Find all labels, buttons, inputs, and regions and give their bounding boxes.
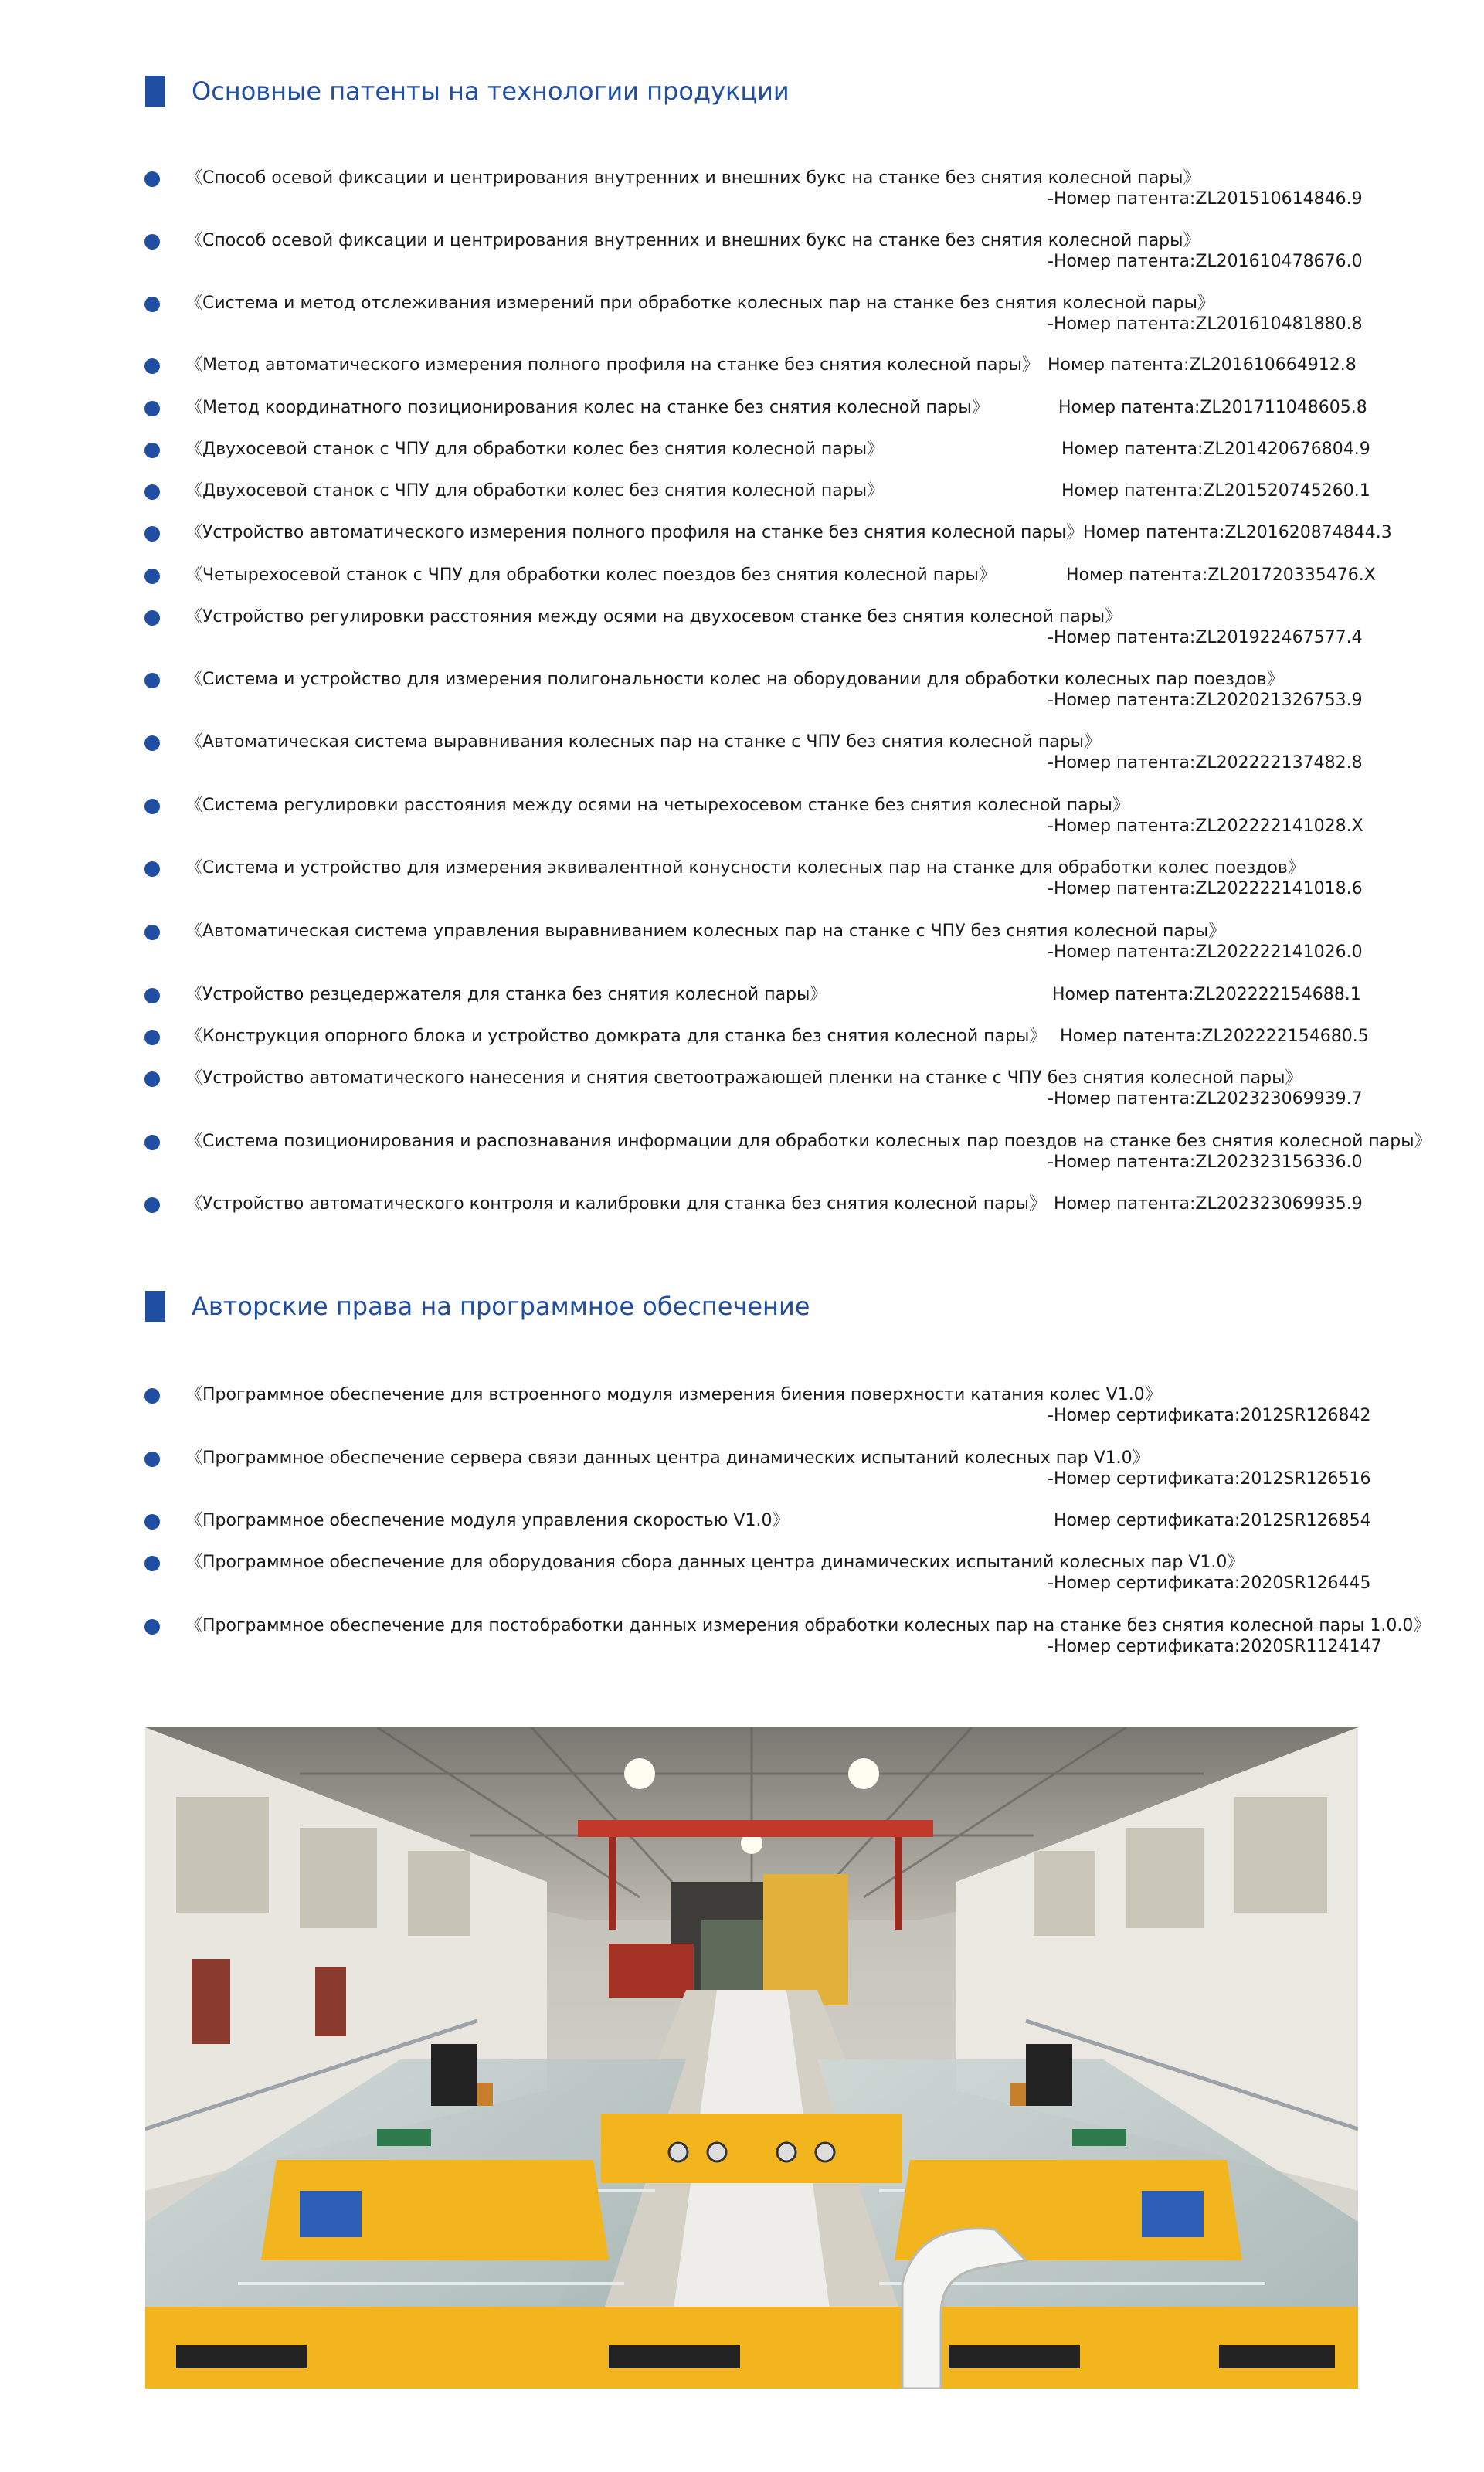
bullet-dot-icon [144, 1388, 160, 1404]
patent-title: 《Способ осевой фиксации и центрирования внутренних и внешних букс на станке без снятия колесной пары》 [185, 168, 1200, 188]
bullet-dot-icon [144, 1556, 160, 1571]
patent-number: Номер патента:ZL201711048605.8 [1058, 398, 1367, 417]
software-section-header [145, 1291, 810, 1322]
patents-section-title: Основные патенты на технологии продукции [192, 76, 790, 106]
patent-number: Номер патента:ZL202222154680.5 [1060, 1027, 1369, 1046]
patent-number: -Номер патента:ZL201610481880.8 [1048, 314, 1363, 334]
patent-title: 《Устройство резцедержателя для станка без снятия колесной пары》 [185, 985, 827, 1004]
patent-number: Номер патента:ZL201610664912.8 [1048, 355, 1357, 375]
patent-title: 《Двухосевой станок с ЧПУ для обработки колес без снятия колесной пары》 [185, 481, 885, 501]
bullet-dot-icon [144, 234, 160, 250]
bullet-dot-icon [144, 1135, 160, 1150]
patent-number: Номер патента:ZL201620874844.3 [1083, 523, 1392, 542]
patent-number: Номер патента:ZL201520745260.1 [1061, 481, 1370, 501]
bullet-dot-icon [144, 1452, 160, 1467]
bullet-dot-icon [144, 1514, 160, 1530]
software-title: 《Программное обеспечение сервера связи данных центра динамических испытаний колесных пар V1.0》 [185, 1448, 1150, 1468]
software-title: 《Программное обеспечение для оборудования сбора данных центра динамических испытаний колесных пар V1.0》 [185, 1553, 1245, 1572]
bullet-dot-icon [144, 358, 160, 374]
patent-title: 《Конструкция опорного блока и устройство домкрата для станка без снятия колесной пары》 [185, 1027, 1047, 1046]
patent-title: 《Устройство автоматического контроля и калибровки для станка без снятия колесной пары》 [185, 1194, 1046, 1214]
patent-number: Номер патента:ZL201420676804.9 [1061, 440, 1370, 459]
bullet-dot-icon [144, 988, 160, 1003]
certificate-number: Номер сертификата:2012SR126854 [1054, 1511, 1371, 1530]
patent-number: -Номер патента:ZL201610478676.0 [1048, 252, 1363, 271]
bullet-dot-icon [144, 925, 160, 940]
bullet-dot-icon [144, 861, 160, 877]
patent-number: -Номер патента:ZL202222141026.0 [1048, 942, 1363, 962]
patent-number: Номер патента:ZL202222154688.1 [1052, 985, 1361, 1004]
bullet-dot-icon [144, 673, 160, 688]
workshop-photo [145, 1727, 1358, 2389]
bullet-dot-icon [144, 1030, 160, 1045]
bullet-dot-icon [144, 1619, 160, 1635]
patent-title: 《Устройство автоматического измерения полного профиля на станке без снятия колесной пары》 [185, 523, 1084, 542]
certificate-number: -Номер сертификата:2020SR126445 [1048, 1574, 1371, 1593]
bullet-dot-icon [144, 569, 160, 584]
bullet-dot-icon [144, 799, 160, 814]
patent-number: -Номер патента:ZL201510614846.9 [1048, 189, 1363, 209]
bullet-dot-icon [144, 443, 160, 458]
software-title: 《Программное обеспечение модуля управления скоростью V1.0》 [185, 1511, 790, 1530]
bullet-dot-icon [144, 735, 160, 751]
certificate-number: -Номер сертификата:2012SR126842 [1048, 1406, 1371, 1425]
patent-title: 《Устройство автоматического нанесения и снятия светоотражающей пленки на станке с ЧПУ без снятия колесной пары》 [185, 1068, 1302, 1088]
patent-number: -Номер патента:ZL202222141018.6 [1048, 879, 1363, 898]
patent-title: 《Способ осевой фиксации и центрирования внутренних и внешних букс на станке без снятия колесной пары》 [185, 231, 1200, 250]
patent-number: Номер патента:ZL201720335476.X [1066, 565, 1376, 585]
patent-title: 《Метод автоматического измерения полного профиля на станке без снятия колесной пары》 [185, 355, 1039, 375]
patent-title: 《Система и устройство для измерения полигональности колес на оборудовании для обработки колесных пар поездов》 [185, 670, 1284, 689]
patent-title: 《Автоматическая система выравнивания колесных пар на станке с ЧПУ без снятия колесной пары》 [185, 732, 1102, 752]
software-title: 《Программное обеспечение для постобработки данных измерения обработки колесных пар на станке без снятия колесной пары 1.0.0》 [185, 1616, 1431, 1635]
bullet-dot-icon [144, 171, 160, 187]
patent-title: 《Устройство регулировки расстояния между осями на двухосевом станке без снятия колесной пары》 [185, 607, 1122, 626]
software-section-title: Авторские права на программное обеспечение [192, 1292, 810, 1321]
patent-title: 《Система регулировки расстояния между осями на четырехосевом станке без снятия колесной пары》 [185, 796, 1129, 815]
patent-number: -Номер патента:ZL202222137482.8 [1048, 753, 1363, 772]
patent-title: 《Двухосевой станок с ЧПУ для обработки колес без снятия колесной пары》 [185, 440, 885, 459]
software-title: 《Программное обеспечение для встроенного модуля измерения биения поверхности катания колес V1.0》 [185, 1385, 1162, 1404]
patent-title: 《Система и устройство для измерения эквивалентной конусности колесных пар на станке для обработки колес поездов》 [185, 858, 1305, 878]
patent-number: -Номер патента:ZL202222141028.X [1048, 817, 1363, 836]
bullet-dot-icon [144, 297, 160, 312]
patent-title: 《Метод координатного позиционирования колес на станке без снятия колесной пары》 [185, 398, 989, 417]
certificate-number: -Номер сертификата:2020SR1124147 [1048, 1637, 1382, 1656]
patent-title: 《Система позиционирования и распознавания информации для обработки колесных пар поездов на станке без снятия колесной пары》 [185, 1132, 1431, 1151]
patent-number: -Номер патента:ZL202323069939.7 [1048, 1089, 1363, 1109]
patent-title: 《Четырехосевой станок с ЧПУ для обработки колес поездов без снятия колесной пары》 [185, 565, 996, 585]
patent-number: -Номер патента:ZL202323156336.0 [1048, 1153, 1363, 1172]
bullet-dot-icon [144, 526, 160, 542]
patent-number: -Номер патента:ZL202021326753.9 [1048, 691, 1363, 710]
bullet-dot-icon [144, 484, 160, 500]
bullet-dot-icon [144, 401, 160, 416]
section-marker-square [145, 76, 165, 107]
patent-number: Номер патента:ZL202323069935.9 [1054, 1194, 1363, 1214]
bullet-dot-icon [144, 1197, 160, 1213]
bullet-dot-icon [144, 610, 160, 626]
patents-section-header [145, 76, 790, 107]
section-marker-square [145, 1291, 165, 1322]
patent-title: 《Автоматическая система управления выравниванием колесных пар на станке с ЧПУ без снятия колесной пары》 [185, 922, 1226, 941]
patent-title: 《Система и метод отслеживания измерений при обработке колесных пар на станке без снятия колесной пары》 [185, 294, 1214, 313]
bullet-dot-icon [144, 1071, 160, 1087]
certificate-number: -Номер сертификата:2012SR126516 [1048, 1469, 1371, 1489]
patent-number: -Номер патента:ZL201922467577.4 [1048, 628, 1363, 647]
